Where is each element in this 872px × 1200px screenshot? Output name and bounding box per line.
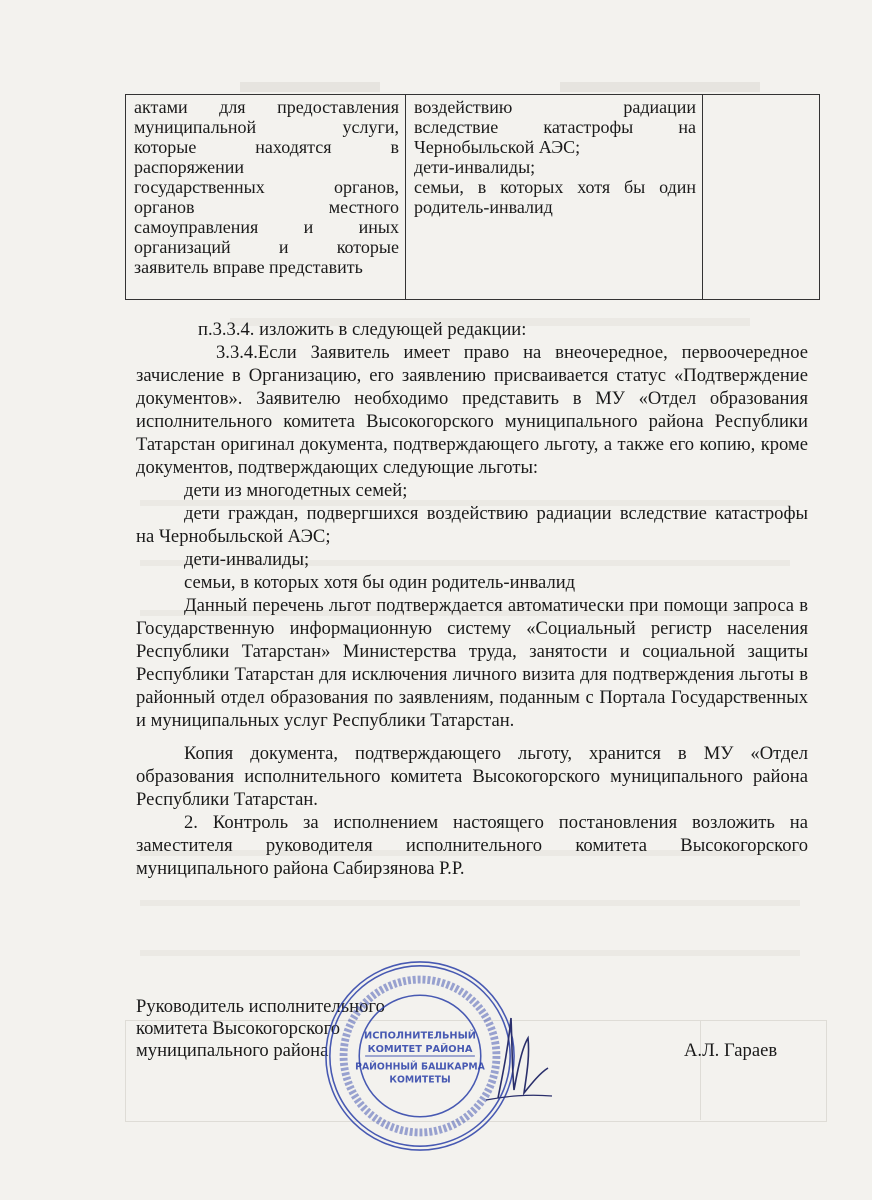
document-body: [136, 318, 808, 880]
table-cell-documents: [126, 95, 406, 300]
cell-line: организаций и которые: [134, 237, 399, 257]
stamp-text: ИСПОЛНИТЕЛЬНЫЙ: [364, 1030, 476, 1042]
signer-name: А.Л. Гараев: [684, 1040, 778, 1061]
cell-line: которые находятся в: [134, 137, 399, 157]
stamp-text: КОМИТЕТЫ: [389, 1074, 451, 1086]
cell-line: органов местного: [134, 197, 399, 217]
cell-line: родитель-инвалид: [414, 197, 553, 217]
paragraph-3-3-4: 3.3.4.Если Заявитель имеет право на внеочередное, первоочередное зачисление в Организацию, его заявлению присваивается статус «Подтверждение документов». Заявителю необходимо представить в МУ «Отдел образования исполнительного комитета Высокогорского муниципального района Республики Татарстан оригинал документа, подтверждающего льготу, а также его копию, кроме документов, подтверждающих следующие льготы:: [136, 342, 808, 478]
cell-line: актами для предоставления: [134, 97, 399, 117]
benefit-item: дети из многодетных семей;: [184, 480, 408, 501]
paragraph-auto-confirm: Данный перечень льгот подтверждается автоматически при помощи запроса в Государственную информационную систему «Социальный регистр населения Республики Татарстан» Министерства труда, занятости и социальной защиты Республики Татарстан для исключения личного визита для подтверждения льготы в районный отдел образования по заявлениям, поданным с Портала Государственных и муниципальных услуг Республики Татарстан.: [136, 595, 808, 731]
cell-line: распоряжении: [134, 157, 244, 177]
cell-line: Чернобыльской АЭС;: [414, 137, 581, 157]
cell-line: самоуправления и иных: [134, 217, 399, 237]
signer-title-line: Руководитель исполнительного: [136, 996, 385, 1017]
cell-line: государственных органов,: [134, 177, 399, 197]
handwritten-signature-icon: [478, 1008, 558, 1103]
table-cell-empty: [703, 95, 820, 300]
paragraph-copy-storage: Копия документа, подтверждающего льготу, хранится в МУ «Отдел образования исполнительного комитета Высокогорского муниципального района Республики Татарстан.: [136, 743, 808, 810]
cell-line: муниципальной услуги,: [134, 117, 399, 137]
cell-line: заявитель вправе представить: [134, 257, 363, 277]
stamp-text: РАЙОННЫЙ БАШКАРМА: [355, 1061, 485, 1073]
cell-line: воздействию радиации: [414, 97, 696, 117]
table-row: [126, 95, 820, 300]
table-cell-benefits: [406, 95, 703, 300]
benefits-table: [125, 94, 820, 300]
benefit-item: дети-инвалиды;: [184, 549, 310, 570]
cell-line: вследствие катастрофы на: [414, 117, 696, 137]
benefit-item: дети граждан, подвергшихся воздействию радиации вследствие катастрофы на Чернобыльской АЭС;: [136, 503, 808, 547]
benefit-item: семьи, в которых хотя бы один родитель-инвалид: [184, 572, 576, 593]
paragraph-control: 2. Контроль за исполнением настоящего постановления возложить на заместителя руководителя исполнительного комитета Высокогорского муниципального района Сабирзянова Р.Р.: [136, 812, 808, 879]
signer-title-line: комитета Высокогорского: [136, 1018, 341, 1039]
cell-line: семьи, в которых хотя бы один: [414, 177, 696, 197]
stamp-text: КОМИТЕТ РАЙОНА: [367, 1044, 473, 1056]
signer-title-line: муниципального района: [136, 1040, 329, 1061]
cell-line: дети-инвалиды;: [414, 157, 536, 177]
paragraph-amendment: п.3.3.4. изложить в следующей редакции:: [198, 319, 527, 340]
